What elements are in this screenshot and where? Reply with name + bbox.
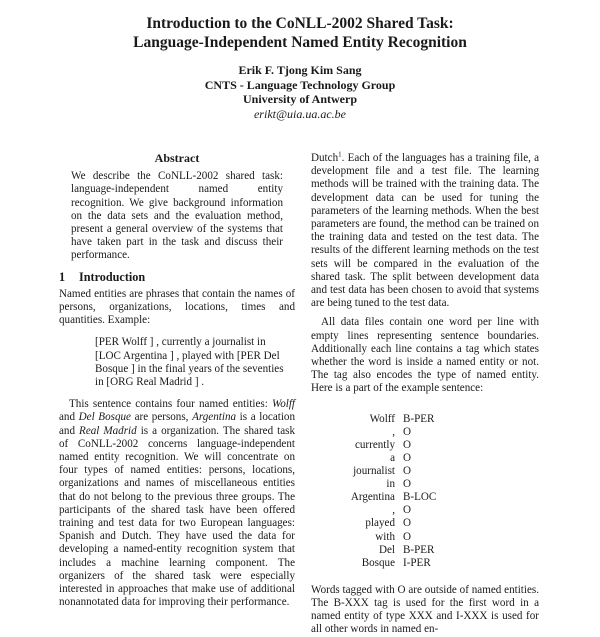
p2-start: This sentence contains four named entities: [69, 398, 272, 411]
entity-real-madrid: Real Madrid [79, 424, 137, 437]
table-row [347, 517, 436, 530]
token-tag: O [403, 530, 412, 543]
token-tag: B-PER [403, 412, 435, 425]
intro-example: [PER Wolff ] , currently a journalist in [LOC Argentina ] , played with [PER Del Bosque ] in the final years of the seventies in [ORG Real Madrid ] . [95, 336, 284, 389]
token-tag: B-LOC [403, 491, 437, 504]
affiliation-line-2: University of Antwerp [243, 92, 357, 106]
section-title: Introduction [79, 269, 146, 284]
table-row [347, 439, 436, 452]
right-paragraph-2: All data files contain one word per line with empty lines representing sentence boundaries. Additionally each line contains a tag which states whether the word is inside a named entity or not. The tag also encodes the type of named entity. Here is a part of the example sentence: [311, 316, 539, 395]
token-tag: O [403, 425, 412, 438]
token-word: Bosque [361, 556, 395, 569]
token-word: , [392, 425, 395, 438]
token-word: in [386, 478, 395, 491]
author-block [0, 63, 600, 121]
right-column [311, 152, 539, 637]
table-row [347, 426, 436, 439]
intro-paragraph-1: Named entities are phrases that contain the names of persons, organizations, locations, times and quantities. Example: [59, 287, 295, 327]
abstract-body: We describe the CoNLL-2002 shared task: language-independent named entity recognition. We give background information on the data sets and the evaluation method, present a general overview of the systems that have taken part in the task and discuss their performance. [71, 170, 283, 262]
token-word: played [365, 517, 395, 530]
right-paragraph-3: Words tagged with O are outside of named entities. The B-XXX tag is used for the first word in a named entity of type XXX and I-XXX is used for all other words in named en- [311, 583, 539, 636]
author-email: erikt@uia.ua.ac.be [253, 106, 346, 121]
table-row [347, 491, 436, 504]
table-row [347, 478, 436, 491]
abstract-heading: Abstract [154, 151, 200, 165]
p2-and: and [59, 411, 79, 424]
entity-wolff: Wolff [271, 398, 295, 411]
p2-end: is a organization. The shared task of CoNLL-2002 concerns language-independent named entity recognition. We will concentrate on four types of named entities: persons, locations, organizations and names of miscellaneous entities that do not belong to the previous three groups. The participants of the shared task have been offered training and test data for two European languages: Spanish and Dutch. They have used the data for developing a named-entity recognition system that includes a machine learning component. The organizers of the shared task were especially interested in approaches that make use of additional nonannotated data for improving their performance. [59, 424, 296, 609]
paper-title [0, 14, 600, 52]
token-tag: O [403, 478, 412, 491]
title-line-1: Introduction to the CoNLL-2002 Shared Task: [146, 15, 454, 32]
p1-start: Dutch [311, 152, 339, 164]
token-word: a [390, 451, 395, 464]
token-tag: O [403, 465, 412, 478]
entity-argentina: Argentina [192, 411, 237, 424]
token-tag: I-PER [403, 556, 431, 569]
token-word: Wolff [369, 412, 395, 425]
token-tag: O [403, 438, 412, 451]
table-row [347, 544, 436, 557]
table-row [347, 504, 436, 517]
entity-del-bosque: Del Bosque [78, 411, 131, 424]
token-word: , [392, 504, 395, 517]
left-column [59, 152, 295, 610]
table-row [347, 413, 436, 426]
section-heading-introduction [59, 271, 295, 284]
p2-mid1: are persons, [130, 411, 193, 424]
right-paragraph-1 [311, 152, 539, 310]
footnote-marker[interactable]: 1 [338, 150, 342, 159]
table-row [347, 531, 436, 544]
section-number: 1 [59, 269, 66, 284]
token-word: Del [378, 543, 395, 556]
author-name: Erik F. Tjong Kim Sang [238, 63, 362, 77]
intro-paragraph-2 [59, 398, 295, 609]
p1-rest: . Each of the languages has a training file, a development file and a test file. The learning methods will be trained with the training data. The development data can be used for tuning the parameters of the learning methods. When the best parameters are found, the method can be trained on the training data and tested on the test data. The results of the different learning methods on the test sets will be compared in the evaluation of the shared task. The split between development data and test data has been chosen to avoid that systems are being tuned to the test data. [311, 152, 539, 310]
token-tag: O [403, 504, 412, 517]
affiliation-line-1: CNTS - Language Technology Group [204, 77, 396, 92]
token-word: currently [354, 438, 395, 451]
table-row [347, 452, 436, 465]
p2-mid2: is a location and [59, 411, 295, 437]
token-tag: O [403, 451, 412, 464]
token-word: Argentina [350, 491, 395, 504]
token-tag: B-PER [403, 543, 435, 556]
token-word: journalist [353, 465, 395, 478]
table-row [347, 557, 436, 570]
table-row [347, 465, 436, 478]
tagged-example-table [347, 413, 436, 570]
title-line-2: Language-Independent Named Entity Recognition [133, 34, 467, 51]
token-tag: O [403, 517, 412, 530]
token-word: with [375, 530, 395, 543]
